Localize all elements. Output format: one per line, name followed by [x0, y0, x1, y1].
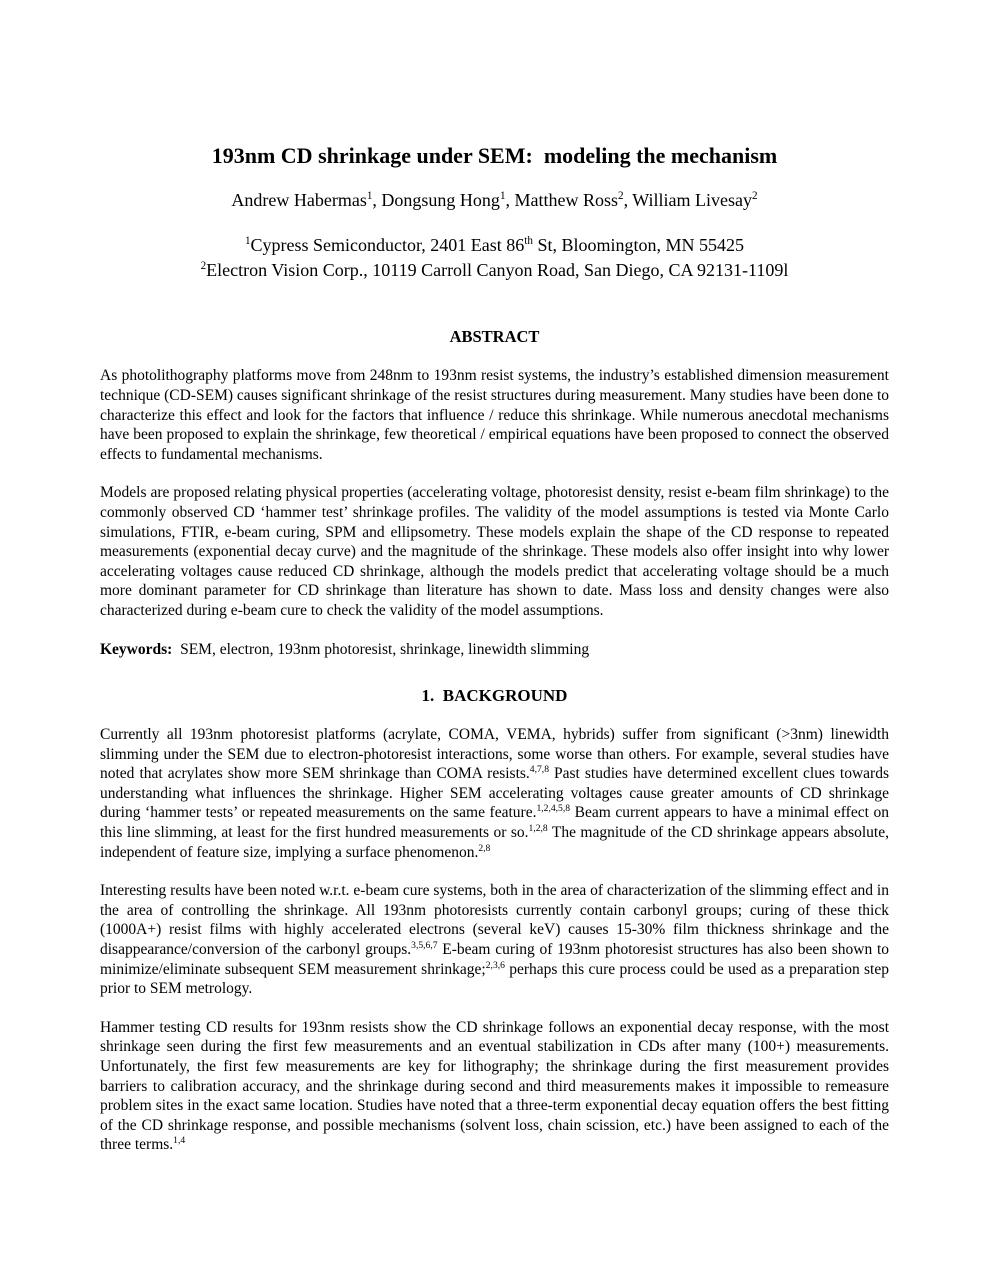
background-paragraph-1: Currently all 193nm photoresist platforms (acrylate, COMA, VEMA, hybrids) suffer from significant (>3nm) linewidth slimming under the SEM due to electron-photoresist interactions, some worse than others. For example, several studies have noted that acrylates show more SEM shrinkage than COMA resists.$^{4,7,8}$ Past studies have determined excellent clues towards understanding what influences the shrinkage. Higher SEM accelerating voltages cause greater amounts of CD shrinkage during ‘hammer tests’ or repeated measurements on the same feature.$^{1,2,4,5,8}$ Beam current appears to have a minimal effect on this line slimming, at least for the first hundred measurements or so.$^{1,2,8}$ The magnitude of the CD shrinkage appears absolute, independent of feature size, implying a surface phenomenon.$^{2,8}$ — [100, 726, 890, 861]
abstract-heading: ABSTRACT — [449, 327, 540, 347]
section-heading-background: 1. BACKGROUND — [421, 686, 568, 706]
abstract-paragraph-2: Models are proposed relating physical properties (accelerating voltage, photoresist density, resist e-beam film shrinkage) to the commonly observed CD ‘hammer test’ shrinkage profiles. The validity of the model assumptions is tested via Monte Carlo simulations, FTIR, e-beam curing, SPM and ellipsometry. These models explain the shape of the CD response to repeated measurements (exponential decay curve) and the magnitude of the shrinkage. These models also offer insight into why lower accelerating voltages cause reduced CD shrinkage, although the models predict that accelerating voltage should be a much more dominant parameter for CD shrinkage than literature has shown to date. Mass loss and density changes were also characterized during e-beam cure to check the validity of the model assumptions. — [100, 484, 889, 619]
author-line: Andrew Habermas$^1$, Dongsung Hong$^1$, Matthew Ross$^2$, William Livesay$^2$ — [231, 190, 758, 211]
paper-title: 193nm CD shrinkage under SEM: modeling the mechanism — [211, 143, 778, 168]
affiliations-block — [100, 233, 889, 283]
background-paragraph-3: Hammer testing CD results for 193nm resists show the CD shrinkage follows an exponential decay response, with the most shrinkage seen during the first few measurements and an eventual stabilization in CDs after many (100+) measurements. Unfortunately, the first few measurements are key for lithography; the shrinkage during the first measurement provides barriers to calibration accuracy, and the shrinkage during second and third measurements makes it impossible to remeasure problem sites in the exact same location. Studies have noted that a three-term exponential decay equation offers the best fitting of the CD shrinkage response, and possible mechanisms (solvent loss, chain scission, etc.) have been assigned to each of the three terms.$^{1,4}$ — [100, 1018, 889, 1154]
affiliation-line-2: $^2$Electron Vision Corp., 10119 Carroll Canyon Road, San Diego, CA 92131-1109l — [200, 260, 789, 281]
abstract-paragraph-1: As photolithography platforms move from 248nm to 193nm resist systems, the industry’s established dimension measurement technique (CD-SEM) causes significant shrinkage of the resist structures during measurement. Many studies have been done to characterize this effect and look for the factors that influence / reduce this shrinkage. While numerous anecdotal mechanisms have been proposed to explain the shrinkage, few theoretical / empirical equations have been proposed to connect the observed effects to fundamental mechanisms. — [100, 367, 890, 463]
affiliation-line-1: $^1$Cypress Semiconductor, 2401 East 86th St, Bloomington, MN 55425 — [244, 235, 745, 256]
keywords-line: Keywords: SEM, electron, 193nm photoresist, shrinkage, linewidth slimming — [100, 640, 590, 658]
background-paragraph-2: Interesting results have been noted w.r.t. e-beam cure systems, both in the area of characterization of the slimming effect and in the area of controlling the shrinkage. All 193nm photoresists currently contain carbonyl groups; curing of these thick (1000A+) resist films with highly accelerated electrons (several keV) causes 15-30% film thickness shrinkage and the disappearance/conversion of the carbonyl groups.$^{3,5,6,7}$ E-beam curing of 193nm photoresist structures has also been shown to minimize/eliminate subsequent SEM measurement shrinkage;$^{2,3,6}$ perhaps this cure process could be used as a preparation step prior to SEM metrology. — [100, 882, 889, 998]
